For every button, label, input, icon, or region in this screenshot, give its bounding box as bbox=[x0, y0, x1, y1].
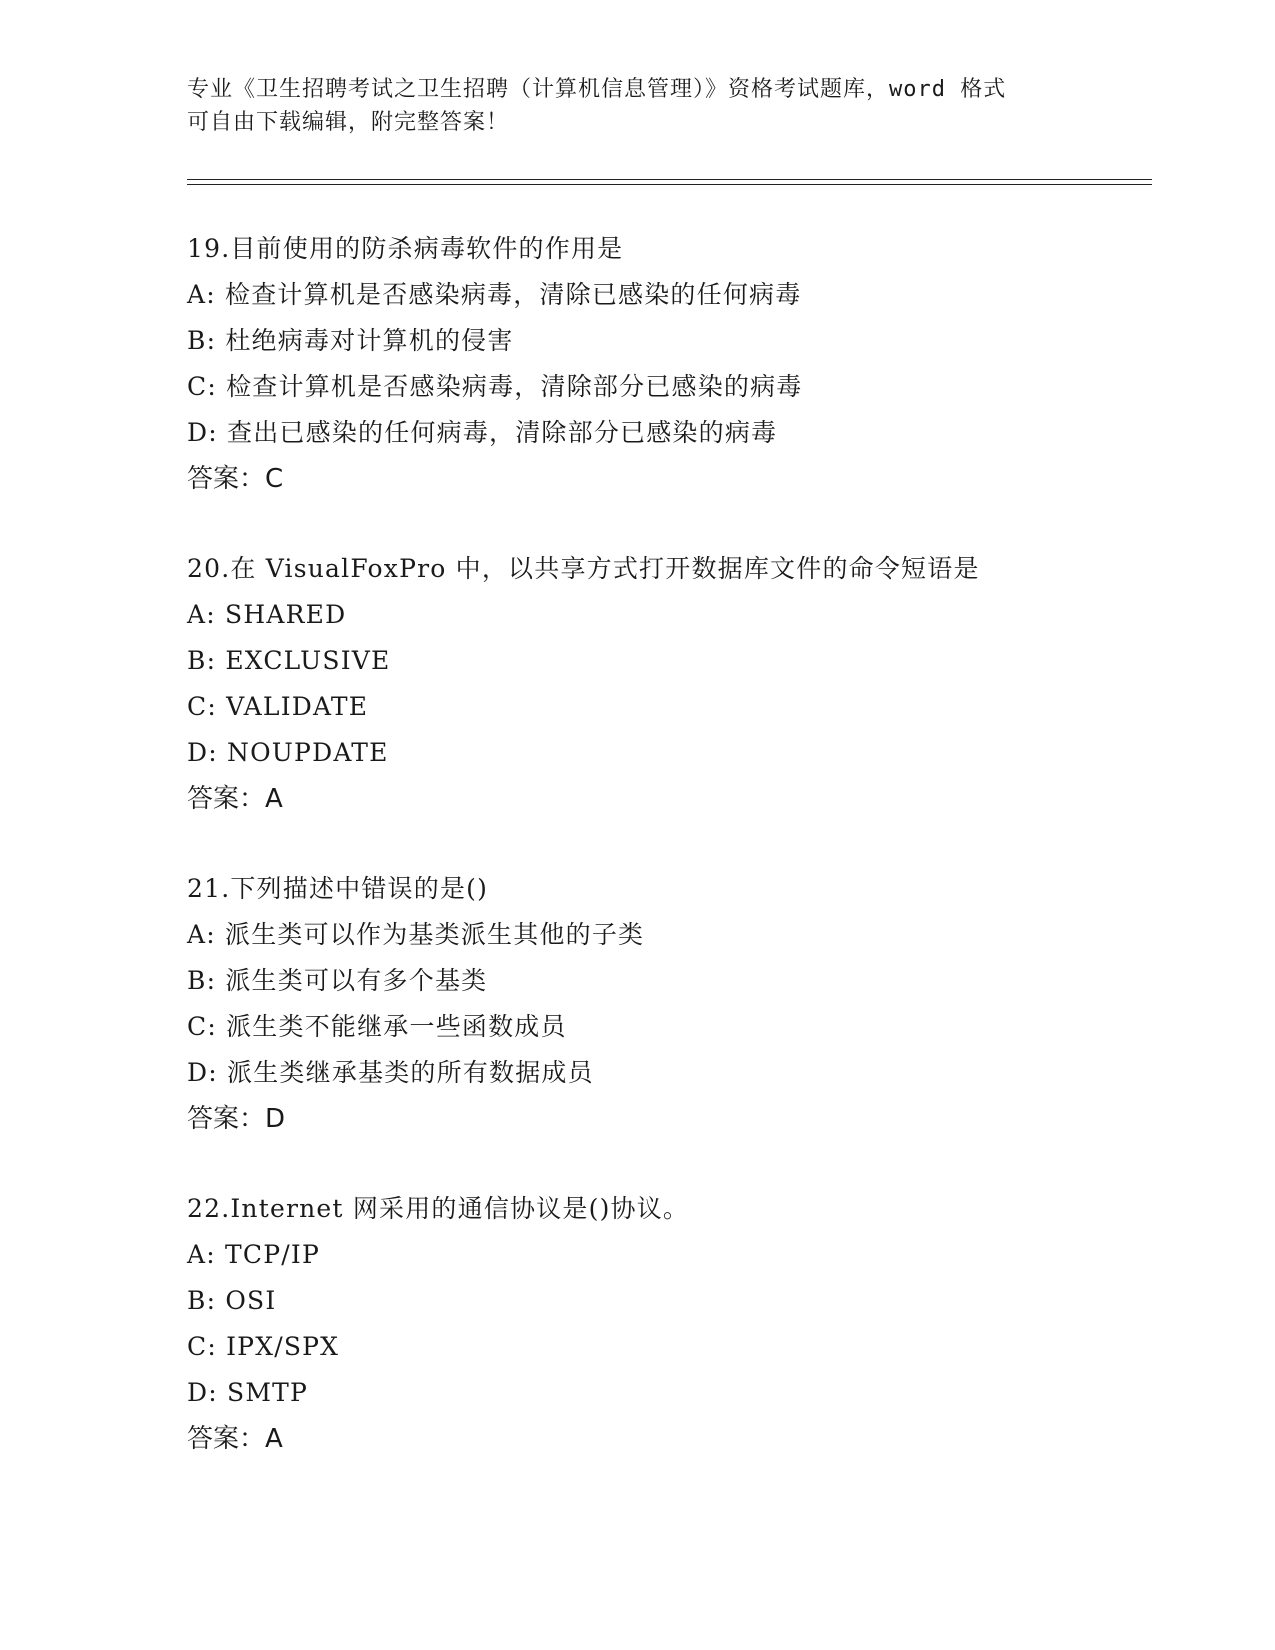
question-stem: 21.下列描述中错误的是() bbox=[187, 874, 489, 903]
question-21 bbox=[187, 866, 1187, 1142]
answer: 答案：D bbox=[187, 1104, 286, 1134]
option-b: B: 杜绝病毒对计算机的侵害 bbox=[187, 326, 514, 355]
option-b: B: EXCLUSIVE bbox=[187, 646, 391, 675]
option-d: D: 查出已感染的任何病毒，清除部分已感染的病毒 bbox=[187, 418, 778, 447]
header-divider-bottom bbox=[187, 184, 1152, 185]
answer: 答案：A bbox=[187, 1424, 283, 1454]
header-line-1: 专业《卫生招聘考试之卫生招聘（计算机信息管理）》资格考试题库，word 格式 bbox=[187, 77, 1007, 102]
question-stem: 20.在 VisualFoxPro 中，以共享方式打开数据库文件的命令短语是 bbox=[187, 554, 980, 583]
option-c: C: 检查计算机是否感染病毒，清除部分已感染的病毒 bbox=[187, 372, 803, 401]
option-c: C: VALIDATE bbox=[187, 692, 369, 721]
option-d: D: NOUPDATE bbox=[187, 738, 389, 767]
option-d: D: 派生类继承基类的所有数据成员 bbox=[187, 1058, 594, 1087]
option-a: A: TCP/IP bbox=[187, 1240, 320, 1269]
question-stem: 22.Internet 网采用的通信协议是()协议。 bbox=[187, 1194, 690, 1223]
question-22 bbox=[187, 1186, 1187, 1462]
option-a: A: 派生类可以作为基类派生其他的子类 bbox=[187, 920, 645, 949]
option-c: C: IPX/SPX bbox=[187, 1332, 340, 1361]
option-b: B: OSI bbox=[187, 1286, 277, 1315]
answer: 答案：A bbox=[187, 784, 283, 814]
header-divider-top bbox=[187, 179, 1152, 180]
document-header bbox=[187, 73, 1087, 139]
option-b: B: 派生类可以有多个基类 bbox=[187, 966, 488, 995]
option-d: D: SMTP bbox=[187, 1378, 309, 1407]
header-line-2: 可自由下载编辑，附完整答案！ bbox=[187, 110, 510, 135]
option-c: C: 派生类不能继承一些函数成员 bbox=[187, 1012, 567, 1041]
question-19 bbox=[187, 226, 1187, 502]
answer: 答案：C bbox=[187, 464, 284, 494]
option-a: A: SHARED bbox=[187, 600, 347, 629]
question-stem: 19.目前使用的防杀病毒软件的作用是 bbox=[187, 234, 624, 263]
option-a: A: 检查计算机是否感染病毒，清除已感染的任何病毒 bbox=[187, 280, 802, 309]
question-20 bbox=[187, 546, 1187, 822]
